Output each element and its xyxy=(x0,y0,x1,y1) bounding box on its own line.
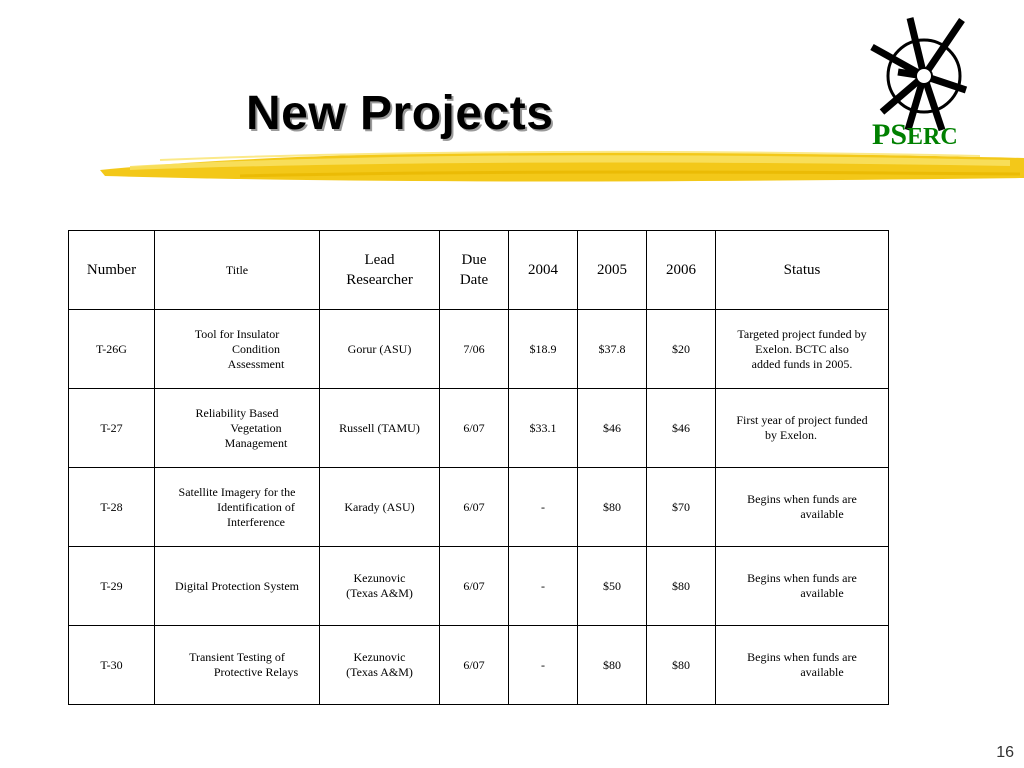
table-row xyxy=(69,389,889,468)
cell-title: Satellite Imagery for the Identification of Interference xyxy=(155,468,320,547)
cell-status: First year of project funded by Exelon. xyxy=(716,389,889,468)
cell-2004: $33.1 xyxy=(509,389,578,468)
cell-lead: Russell (TAMU) xyxy=(320,389,440,468)
projects-table xyxy=(68,230,889,705)
cell-title: Digital Protection System xyxy=(155,547,320,626)
cell-2005: $80 xyxy=(578,626,647,705)
cell-lead: Kezunovic (Texas A&M) xyxy=(320,626,440,705)
cell-title: Tool for Insulator Condition Assessment xyxy=(155,310,320,389)
pserc-logo-text xyxy=(872,118,958,152)
header-number: Number xyxy=(69,231,155,310)
cell-due: 7/06 xyxy=(440,310,509,389)
cell-2005: $80 xyxy=(578,468,647,547)
cell-2006: $80 xyxy=(647,626,716,705)
logo-text-main: PS xyxy=(872,118,908,151)
cell-2004: - xyxy=(509,468,578,547)
cell-2005: $50 xyxy=(578,547,647,626)
table-row xyxy=(69,468,889,547)
cell-2004: - xyxy=(509,547,578,626)
cell-lead: Gorur (ASU) xyxy=(320,310,440,389)
table-header-row xyxy=(69,231,889,310)
header-title: Title xyxy=(155,231,320,310)
cell-number: T-28 xyxy=(69,468,155,547)
table-row xyxy=(69,626,889,705)
table-row xyxy=(69,310,889,389)
cell-due: 6/07 xyxy=(440,468,509,547)
cell-status: Begins when funds are available xyxy=(716,468,889,547)
slide-title: New Projects xyxy=(246,87,554,140)
cell-number: T-27 xyxy=(69,389,155,468)
cell-number: T-26G xyxy=(69,310,155,389)
header-status: Status xyxy=(716,231,889,310)
cell-lead: Kezunovic (Texas A&M) xyxy=(320,547,440,626)
cell-2004: - xyxy=(509,626,578,705)
header-lead-researcher: Lead Researcher xyxy=(320,231,440,310)
cell-number: T-29 xyxy=(69,547,155,626)
cell-2006: $46 xyxy=(647,389,716,468)
cell-2006: $70 xyxy=(647,468,716,547)
cell-due: 6/07 xyxy=(440,389,509,468)
cell-2005: $37.8 xyxy=(578,310,647,389)
cell-status: Targeted project funded by Exelon. BCTC also added funds in 2005. xyxy=(716,310,889,389)
table-row xyxy=(69,547,889,626)
logo-text-tail: ERC xyxy=(907,124,958,150)
cell-due: 6/07 xyxy=(440,547,509,626)
cell-number: T-30 xyxy=(69,626,155,705)
cell-2006: $20 xyxy=(647,310,716,389)
header-due-date: Due Date xyxy=(440,231,509,310)
cell-lead: Karady (ASU) xyxy=(320,468,440,547)
page-number: 16 xyxy=(996,744,1014,761)
header-2006: 2006 xyxy=(647,231,716,310)
cell-status: Begins when funds are available xyxy=(716,626,889,705)
cell-title: Transient Testing of Protective Relays xyxy=(155,626,320,705)
header-2005: 2005 xyxy=(578,231,647,310)
cell-due: 6/07 xyxy=(440,626,509,705)
cell-2004: $18.9 xyxy=(509,310,578,389)
cell-2005: $46 xyxy=(578,389,647,468)
cell-title: Reliability Based Vegetation Management xyxy=(155,389,320,468)
cell-2006: $80 xyxy=(647,547,716,626)
cell-status: Begins when funds are available xyxy=(716,547,889,626)
header-2004: 2004 xyxy=(509,231,578,310)
